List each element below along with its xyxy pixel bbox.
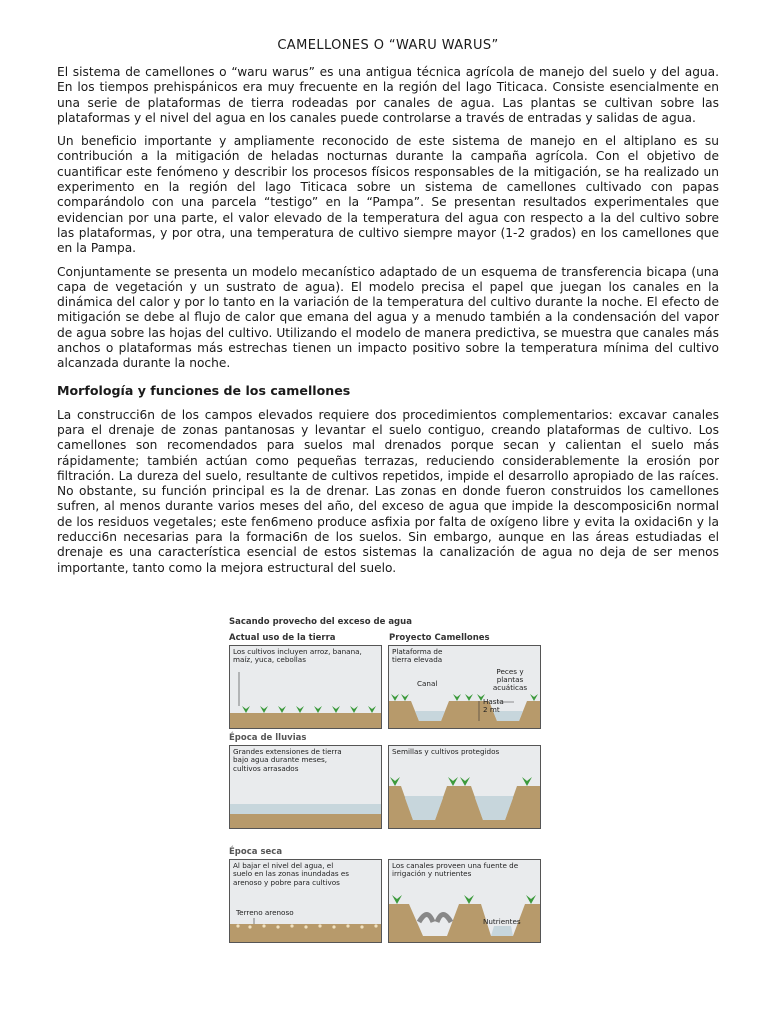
dry-season-heading: Época seca xyxy=(229,847,283,857)
panel-4-caption: Semillas y cultivos protegidos xyxy=(392,747,500,756)
column-heading-right: Proyecto Camellones xyxy=(389,633,490,643)
section-heading: Morfología y funciones de los camellones xyxy=(57,382,351,398)
document-title: CAMELLONES O “WARU WARUS” xyxy=(277,38,499,53)
section-paragraph: La construcci6n de los campos elevados requiere dos procedimientos complementarios: excavar canales para el drenaje de zonas pantanosas y levantar el suelo contiguo, creando plataformas de cultivo. Los camellones son recomendados para suelos mal drenados porque secan y calientan el suelo más rápidamente; también actúan como pequeñas terrazas, reduciendo considerablemente la erosión por filtración. La dureza del suelo, resultante de cultivos repetidos, impide el desarrollo apropiado de las raíces. No obstante, su función principal es la de drenar. Las zonas en donde fueron construidos los camellones sufren, al menos durante varios meses del año, del exceso de agua que impide la descomposici6n normal de los residuos vegetales; este fen6meno produce asfixia por falta de oxígeno libre y evita la oxidaci6n y la reducci6n necesarias para la formaci6n de los suelos. Sin embargo, aunque en las áreas estudiadas el drenaje es una característica esencial de estos sistemas la canalización de agua no deja de ser menos importante, tanto como la mejora estructural del suelo. xyxy=(57,407,719,575)
panel-5-caption: Al bajar el nivel del agua, el suelo en las zonas inundadas es arenoso y pobre para cultivos xyxy=(233,861,350,887)
sandy-soil-label: Terreno arenoso xyxy=(236,908,294,917)
figure-title: Sacando provecho del exceso de agua xyxy=(229,617,412,627)
panel-2-caption: Plataforma de tierra elevada xyxy=(392,647,443,665)
column-heading-left: Actual uso de la tierra xyxy=(229,633,336,643)
canal-label: Canal xyxy=(417,679,438,688)
camellones-figure xyxy=(227,617,545,967)
nutrients-label: Nutrientes xyxy=(483,917,521,926)
panel-rainy-raised xyxy=(388,745,541,829)
paragraph-3: Conjuntamente se presenta un modelo mecanístico adaptado de un esquema de transferencia bicapa (una capa de vegetación y un sustrato de agua). El modelo precisa el papel que juegan los canales en la dinámica del calor y por lo tanto en la variación de la temperatura del cultivo durante la noche. El efecto de mitigación se debe al flujo de calor que emana del agua y a menudo también a la condensación del vapor de agua sobre las hojas del cultivo. Utilizando el modelo de manera predictiva, se muestra que canales más anchos o plataformas más estrechas tienen un impacto positivo sobre la temperatura mínima del cultivo alcanzada durante la noche. xyxy=(57,264,719,371)
paragraph-2: Un beneficio importante y ampliamente reconocido de este sistema de manejo en el altiplano es su contribución a la mitigación de heladas nocturnas durante la campaña agrícola. Con el objetivo de cuantificar este fenómeno y describir los procesos físicos responsables de la mitigación, se ha realizado un experimento en la región del lago Titicaca sobre un sistema de camellones cultivado con papas comparándolo con una parcela “testigo” en la “Pampa”. Se presentan resultados experimentales que evidencian por una parte, el valor elevado de la temperatura del agua con respecto a la del cultivo sobre las plataformas, y por otra, una temperatura de cultivo siempre mayor (1-2 grados) en los camellones que en la Pampa. xyxy=(57,134,719,256)
panel-current-land-use xyxy=(229,645,382,729)
fish-plants-label: Peces y plantas acuáticas xyxy=(492,667,528,692)
panel-1-caption: Los cultivos incluyen arroz, banana, maíz, yuca, cebollas xyxy=(233,647,362,665)
document-page xyxy=(57,38,719,584)
paragraph-1: El sistema de camellones o “waru warus” es una antigua técnica agrícola de manejo del suelo y del agua. En los tiempos prehispánicos era muy frecuente en la región del lago Titicaca. Consiste esencialmente en una serie de plataformas de tierra rodeadas por canales de agua. Las plantas se cultivan sobre las plataformas y el nivel del agua en los canales puede controlarse a través de entradas y salidas de agua. xyxy=(57,65,719,125)
panel-6-caption: Los canales proveen una fuente de irrigación y nutrientes xyxy=(392,861,519,879)
panel-dry-raised xyxy=(388,859,541,943)
panel-4-illustration xyxy=(389,746,540,828)
rainy-season-heading: Época de lluvias xyxy=(229,733,307,743)
panel-dry-current xyxy=(229,859,382,943)
panel-3-caption: Grandes extensiones de tierra bajo agua durante meses, cultivos arrasados xyxy=(233,747,342,773)
depth-label: Hasta 2 mt xyxy=(483,697,504,714)
panel-raised-fields xyxy=(388,645,541,729)
panel-rainy-current xyxy=(229,745,382,829)
